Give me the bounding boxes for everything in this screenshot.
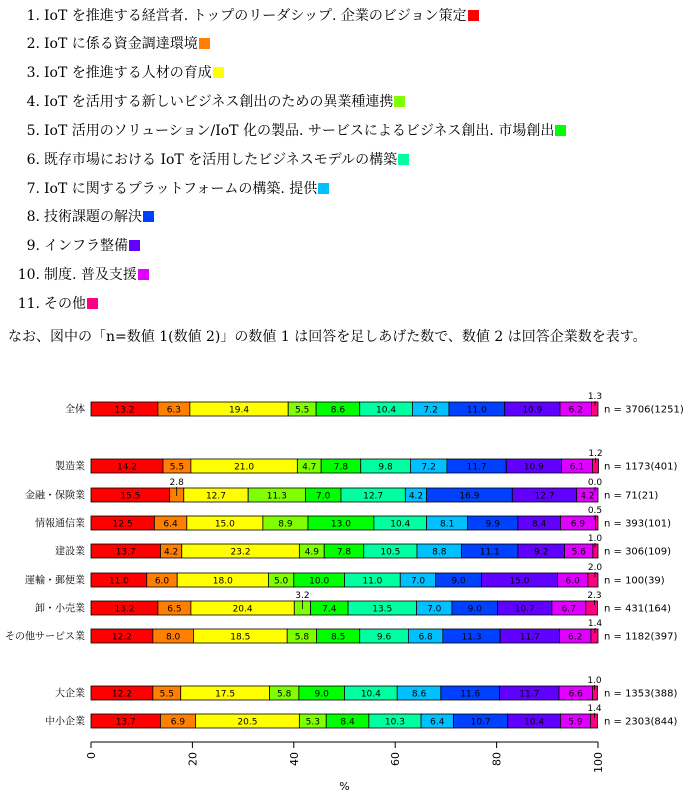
- sample-size-label: n = 431(164): [604, 603, 672, 615]
- data-label: 6.0: [154, 576, 170, 587]
- category-label: 卸・小売業: [35, 603, 85, 615]
- category-label: 中小企業: [45, 716, 85, 728]
- data-label: 6.1: [569, 462, 585, 473]
- data-label: 5.5: [159, 689, 174, 700]
- data-label: 12.7: [363, 491, 384, 502]
- sample-size-label: n = 2303(844): [604, 716, 678, 728]
- data-label: 16.9: [459, 491, 480, 502]
- data-label: 6.7: [561, 604, 577, 615]
- data-label: 8.6: [411, 689, 427, 700]
- data-label: 11.7: [519, 689, 540, 700]
- data-label: 4.2: [408, 491, 424, 502]
- data-label: 6.2: [568, 632, 583, 643]
- data-label: 12.2: [111, 632, 132, 643]
- data-label: 10.4: [376, 405, 397, 416]
- data-label: 9.9: [485, 519, 500, 530]
- data-label: 6.9: [570, 519, 586, 530]
- bar-segment: [591, 629, 598, 643]
- data-label: 8.0: [165, 632, 181, 643]
- bar-segment: [588, 573, 598, 587]
- legend-item-number: 8.: [26, 209, 40, 225]
- data-label: 11.3: [266, 491, 287, 502]
- bar-segment: [590, 714, 597, 728]
- data-label: 9.0: [314, 689, 329, 700]
- category-label: 製造業: [55, 461, 85, 473]
- legend-item-number: 1.: [26, 8, 40, 24]
- data-label: 8.5: [330, 632, 346, 643]
- data-label: 7.0: [427, 604, 442, 615]
- data-label: 2.0: [587, 563, 603, 573]
- sample-size-label: n = 1182(397): [604, 631, 678, 643]
- data-label: 5.0: [273, 576, 289, 587]
- data-label: 7.4: [322, 604, 337, 615]
- data-label: 7.0: [316, 491, 331, 502]
- data-label: 6.4: [430, 717, 445, 728]
- sample-size-label: n = 393(101): [604, 518, 672, 530]
- data-label: 11.0: [108, 576, 129, 587]
- legend-item-label: 技術課題の解決: [44, 209, 142, 225]
- data-label: 10.4: [390, 519, 411, 530]
- data-label: 3.2: [295, 591, 310, 601]
- sample-size-label: n = 3706(1251): [604, 404, 684, 416]
- category-label: 金融・保険業: [25, 490, 85, 502]
- data-label: 11.7: [519, 632, 540, 643]
- data-label: 9.0: [467, 604, 482, 615]
- legend-item-label: 既存市場における IoT を活用したビジネスモデルの構築: [44, 152, 398, 168]
- data-label: 4.9: [304, 547, 319, 558]
- x-axis-label: %: [339, 780, 350, 793]
- legend-item-number: 7.: [26, 181, 40, 197]
- data-label: 1.4: [587, 704, 602, 714]
- category-label: その他サービス業: [5, 631, 85, 643]
- data-label: 11.0: [362, 576, 383, 587]
- data-label: 10.4: [360, 689, 381, 700]
- data-label: 6.4: [163, 519, 178, 530]
- data-label: 6.0: [565, 576, 580, 587]
- data-label: 10.3: [384, 717, 405, 728]
- data-label: 15.0: [509, 576, 530, 587]
- legend-item-number: 5.: [26, 123, 40, 139]
- x-tick-label: 0: [85, 752, 98, 759]
- data-label: 1.0: [587, 676, 602, 686]
- data-label: 1.2: [588, 449, 603, 459]
- sample-size-label: n = 100(39): [604, 575, 665, 587]
- data-label: 9.2: [534, 547, 549, 558]
- data-label: 5.5: [295, 405, 310, 416]
- data-label: 10.9: [522, 405, 543, 416]
- legend-item-number: 4.: [26, 94, 40, 110]
- data-label: 7.0: [410, 576, 426, 587]
- sample-size-label: n = 1173(401): [604, 461, 678, 473]
- category-label: 建設業: [55, 546, 85, 558]
- data-label: 13.7: [115, 717, 136, 728]
- data-label: 14.2: [116, 462, 138, 473]
- data-label: 10.7: [470, 717, 491, 728]
- data-label: 12.7: [534, 491, 555, 502]
- data-label: 23.2: [230, 547, 251, 558]
- legend-item-number: 11.: [17, 296, 40, 312]
- data-label: 20.4: [232, 604, 253, 615]
- sample-size-label: n = 71(21): [604, 490, 659, 502]
- data-label: 8.4: [532, 519, 547, 530]
- category-label: 運輸・郵便業: [25, 575, 85, 587]
- data-label: 5.8: [294, 632, 310, 643]
- data-label: 1.4: [587, 619, 603, 629]
- data-label: 7.8: [333, 462, 349, 473]
- data-label: 10.4: [524, 717, 545, 728]
- data-label: 15.5: [120, 491, 141, 502]
- data-label: 5.8: [277, 689, 292, 700]
- data-label: 2.3: [587, 591, 602, 601]
- data-label: 1.3: [587, 392, 603, 402]
- x-tick-label: 20: [186, 752, 200, 766]
- legend-item-label: 制度. 普及支援: [44, 267, 137, 283]
- x-tick-label: 60: [389, 752, 403, 766]
- data-label: 9.6: [376, 632, 392, 643]
- legend-item-label: インフラ整備: [44, 238, 128, 254]
- data-label: 5.5: [169, 462, 185, 473]
- legend-item-number: 10.: [17, 267, 40, 283]
- data-label: 11.3: [461, 632, 482, 643]
- sample-size-label: n = 306(109): [604, 546, 672, 558]
- data-label: 12.7: [205, 491, 226, 502]
- data-label: 4.2: [163, 547, 179, 558]
- data-label: 10.9: [523, 462, 544, 473]
- legend-item-number: 2.: [26, 36, 40, 52]
- data-label: 21.0: [234, 462, 255, 473]
- bar-segment: [593, 544, 598, 558]
- data-label: 13.0: [330, 519, 351, 530]
- data-label: 6.6: [568, 689, 583, 700]
- legend-item-label: IoT を推進する経営者. トップのリーダシップ. 企業のビジョン策定: [44, 8, 467, 24]
- sample-size-label: n = 1353(388): [604, 688, 678, 700]
- data-label: 0.0: [587, 478, 603, 488]
- category-label: 全体: [65, 404, 85, 416]
- legend-item-label: IoT に関するプラットフォームの構築. 提供: [44, 181, 318, 197]
- x-tick-label: 100: [592, 752, 605, 773]
- data-label: 7.8: [336, 547, 352, 558]
- data-label: 7.2: [423, 405, 438, 416]
- data-label: 6.5: [167, 604, 182, 615]
- data-label: 13.5: [372, 604, 393, 615]
- data-label: 13.2: [114, 405, 135, 416]
- data-label: 6.9: [170, 717, 186, 728]
- data-label: 0.5: [587, 506, 603, 516]
- data-label: 5.3: [305, 717, 320, 728]
- data-label: 2.8: [169, 478, 184, 488]
- data-label: 18.5: [230, 632, 251, 643]
- legend-item-label: IoT を活用する新しいビジネス創出のための異業種連携: [44, 94, 394, 110]
- legend-item-label: その他: [44, 296, 86, 312]
- data-label: 17.5: [215, 689, 236, 700]
- data-label: 8.6: [330, 405, 346, 416]
- data-label: 6.3: [166, 405, 182, 416]
- data-label: 11.7: [466, 462, 487, 473]
- data-label: 5.9: [568, 717, 583, 728]
- data-label: 6.8: [418, 632, 433, 643]
- bar-segment: [592, 686, 597, 700]
- bar-segment: [595, 516, 598, 530]
- data-label: 8.4: [340, 717, 355, 728]
- legend-item-label: IoT に係る資金調達環境: [44, 36, 198, 52]
- x-tick-label: 40: [287, 752, 301, 766]
- data-label: 20.5: [237, 717, 258, 728]
- legend-item-label: IoT 活用のソリューション/IoT 化の製品. サービスによるビジネス創出. 市場創出: [44, 123, 555, 139]
- data-label: 4.7: [302, 462, 317, 473]
- data-label: 6.2: [568, 405, 583, 416]
- data-label: 8.8: [432, 547, 447, 558]
- data-label: 4.2: [580, 491, 595, 502]
- data-label: 11.0: [466, 405, 487, 416]
- data-label: 11.6: [460, 689, 481, 700]
- data-label: 8.1: [440, 519, 455, 530]
- data-label: 10.0: [309, 576, 330, 587]
- data-label: 1.0: [587, 534, 603, 544]
- data-label: 12.2: [111, 689, 132, 700]
- footnote: なお、図中の「n=数値 1(数値 2)」の数値 1 は回答を足しあげた数で、数値 2 は回答企業数を表す。: [8, 329, 647, 345]
- data-label: 13.7: [115, 547, 136, 558]
- data-label: 15.0: [214, 519, 235, 530]
- data-label: 8.9: [278, 519, 293, 530]
- data-label: 10.5: [380, 547, 401, 558]
- data-label: 18.0: [212, 576, 233, 587]
- data-label: 7.2: [421, 462, 436, 473]
- data-label: 9.8: [378, 462, 393, 473]
- category-label: 大企業: [55, 688, 85, 700]
- legend-item-number: 9.: [26, 238, 40, 254]
- data-label: 19.4: [229, 405, 250, 416]
- legend-item-number: 3.: [26, 65, 40, 81]
- data-label: 11.1: [479, 547, 500, 558]
- data-label: 13.2: [114, 604, 135, 615]
- data-label: 12.5: [112, 519, 133, 530]
- category-label: 情報通信業: [35, 518, 85, 530]
- legend-item-label: IoT を推進する人材の育成: [44, 65, 212, 81]
- legend-item-number: 6.: [26, 152, 40, 168]
- data-label: 10.7: [514, 604, 535, 615]
- bar-segment: [586, 601, 598, 615]
- data-label: 9.0: [451, 576, 466, 587]
- data-label: 5.6: [571, 547, 586, 558]
- x-tick-label: 80: [490, 752, 504, 766]
